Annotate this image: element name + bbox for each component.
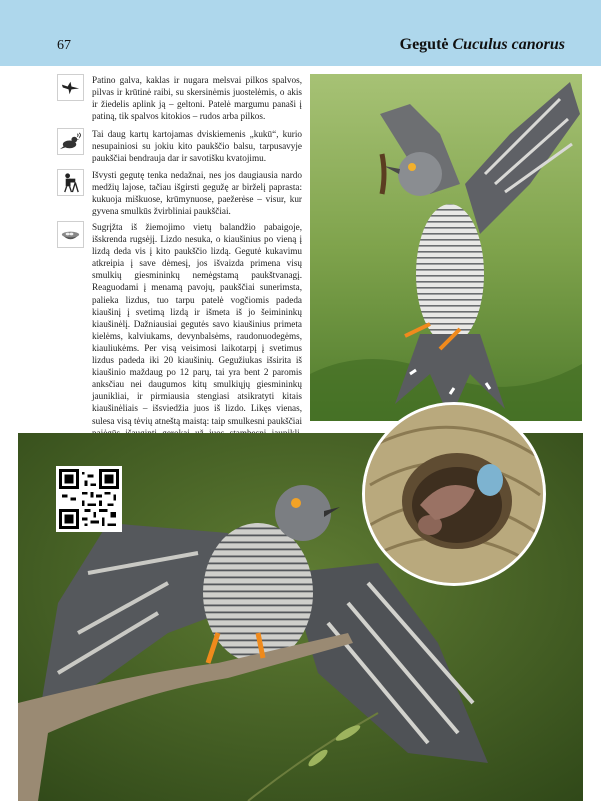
photographer-icon <box>57 169 84 196</box>
title-common-name: Gegutė <box>399 36 449 53</box>
paragraph-appearance: Patino galva, kaklas ir nugara melsvai pilkos spalvos, pilvas ir krūtinė raibi, su skersinėmis juostelėmis, o akis ir žiedelis aplink ją – geltoni. Patelė margumu panaši į patiną, tik spalvos kitokios – rudos arba pilkos. <box>92 75 302 122</box>
bird-silhouette-icon <box>57 74 84 101</box>
photo-nest-chicks-inset <box>362 402 546 586</box>
title-scientific-name: Cuculus canorus <box>452 36 565 53</box>
page-title <box>400 36 565 54</box>
paragraph-habitat: Išvysti gegutę tenka nedažnai, nes jos daugiausia nardo medžių lajose, tačiau išgirsti gegužę ar birželį paprasta: kukuoja miškuose, krūmynuose, paežerėse – visur, kur gyvena smulkūs žvirbliniai paukščiai. <box>92 170 302 217</box>
photo-cuckoo-with-caterpillar <box>310 74 582 421</box>
qr-code[interactable] <box>56 466 122 532</box>
nest-icon <box>57 221 84 248</box>
page-header <box>0 0 601 66</box>
singing-bird-icon <box>57 128 84 155</box>
paragraph-voice: Tai daug kartų kartojamas dviskiemenis „kukū“, kurio nesupainiosi su jokiu kito paukščio balsu, tarpusavyje paukščiai bendrauja dar ir savotišku kvatojimu. <box>92 129 302 164</box>
page-number: 67 <box>57 38 71 53</box>
paragraph-breeding: Sugrįžta iš žiemojimo vietų balandžio pabaigoje, išskrenda rugsėjį. Lizdo nesuka, o kiaušinius po vieną į lizdą deda vis į kito paukščio lizdą. Gegutė kukavimu atkreipia į save dėmesį, jos išvaizda primena visų smulkių giesmininkų nemėgstamą paukštvanagį. Reaguodami į menamą pavojų, paukščiai sunerimsta, palieka lizdus, tuo tarpu patelė vogčiomis padeda kiaušinį į svetimą lizdą ir išmeta iš jo šeimininkų kiaušinėlį. Dažniausiai gegutės savo kiaušinius primeta kielėms, kalviukams, devynbalsėms, raudonuodegėms, kiauliukėms. Per visą veisimosi laikotarpį į svetimus lizdus padeda iki 20 kiaušinių. Gegužiukas išsirita iš kiaušinio maždaug po 12 parų, tai yra bent 2 paromis anksčiau nei daugumos kitų smulkiųjų giesmininkų jaunikliai, ir pirmiausia stengiasi atsikratyti kitais kiaušinėliais – išsviedžia juos iš lizdo. Likęs vienas, sulesa visą tėvių atneštą maistą: taip smulkesni paukščiai <box>92 222 302 426</box>
